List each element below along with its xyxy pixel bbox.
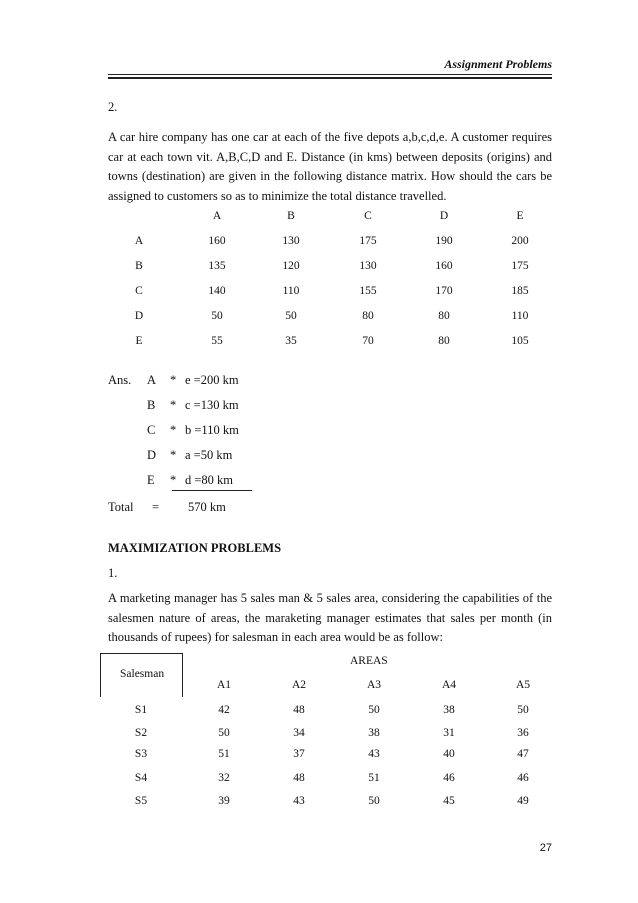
problem-text: A marketing manager has 5 sales man & 5 sales area, considering the capabilities of the salesmen nature of areas, the maraketing manager estimates that sales per month (in thousands of rupees) for salesman in each area would be as follow:: [108, 591, 552, 644]
table-cell: 43: [368, 748, 380, 760]
answer-assignment: b =110 km: [185, 423, 239, 437]
table-cell: 45: [443, 795, 455, 807]
total-value: 570 km: [188, 500, 226, 514]
table-cell: 50: [368, 795, 380, 807]
table-cell: 50: [285, 310, 297, 322]
answer-from: E: [147, 473, 155, 487]
answer-from: D: [147, 448, 157, 462]
table-cell: 51: [218, 748, 230, 760]
header-rule-thick: [108, 77, 552, 79]
table-cell: 135: [208, 260, 226, 272]
answer-star: *: [170, 373, 177, 387]
answer-star: *: [170, 423, 177, 437]
table-cell: 190: [435, 235, 453, 247]
table-cell: 80: [362, 310, 374, 322]
table-cell: 31: [443, 727, 455, 739]
table-cell: 39: [218, 795, 230, 807]
table-cell: 140: [208, 285, 226, 297]
table-cell: 46: [517, 772, 529, 784]
table-cell: 50: [218, 727, 230, 739]
column-header: A2: [291, 679, 307, 691]
table-cell: 48: [293, 772, 305, 784]
answer-label: Ans.: [108, 373, 132, 387]
row-label: S1: [134, 704, 148, 716]
section-heading: MAXIMIZATION PROBLEMS: [108, 541, 282, 555]
column-header: A4: [441, 679, 457, 691]
answer-assignment: a =50 km: [185, 448, 233, 462]
column-header: E: [516, 210, 524, 222]
problem-number: 1.: [108, 566, 118, 580]
table-cell: 50: [517, 704, 529, 716]
table-cell: 46: [443, 772, 455, 784]
column-header: C: [364, 210, 372, 222]
table-cell: 51: [368, 772, 380, 784]
total-label: Total: [108, 500, 134, 514]
table-cell: 36: [517, 727, 529, 739]
table-cell: 160: [435, 260, 453, 272]
answer-assignment: d =80 km: [185, 473, 234, 487]
table-cell: 110: [511, 310, 529, 322]
table-cell: 55: [211, 335, 223, 347]
table-cell: 43: [293, 795, 305, 807]
table-cell: 200: [511, 235, 529, 247]
row-header: Salesman: [120, 668, 165, 680]
table-cell: 130: [359, 260, 377, 272]
answer-from: C: [147, 423, 156, 437]
table-cell: 49: [517, 795, 529, 807]
answer-assignment: e =200 km: [185, 373, 239, 387]
answer-assignment: c =130 km: [185, 398, 239, 412]
problem-text: A car hire company has one car at each of the five depots a,b,c,d,e. A customer requires car at each town vit. A,B,C,D and E. Distance (in kms) between deposits (origins) and towns (destination) are given in the following distance matrix. How should the cars be assigned to customers so as to minimize the total distance travelled.: [108, 130, 552, 203]
total-underline: [172, 490, 252, 491]
answer-from: B: [147, 398, 156, 412]
column-header: A3: [366, 679, 382, 691]
table-cell: 38: [368, 727, 380, 739]
row-label: D: [134, 310, 144, 322]
column-header: B: [287, 210, 295, 222]
column-header: A1: [216, 679, 232, 691]
table-cell: 48: [293, 704, 305, 716]
answer-star: *: [170, 448, 177, 462]
table-cell: 50: [211, 310, 223, 322]
row-label: S2: [134, 727, 148, 739]
answer-star: *: [170, 473, 177, 487]
group-header: AREAS: [350, 655, 388, 667]
table-cell: 42: [218, 704, 230, 716]
table-cell: 80: [438, 335, 450, 347]
table-cell: 155: [359, 285, 377, 297]
table-cell: 130: [282, 235, 300, 247]
total-equals: =: [152, 500, 160, 514]
table-cell: 185: [511, 285, 529, 297]
row-label: A: [134, 235, 144, 247]
row-label: S3: [134, 748, 148, 760]
table-cell: 110: [282, 285, 300, 297]
table-cell: 35: [285, 335, 297, 347]
table-cell: 40: [443, 748, 455, 760]
page-number: 27: [539, 842, 552, 854]
table-cell: 38: [443, 704, 455, 716]
column-header: A: [212, 210, 222, 222]
answer-star: *: [170, 398, 177, 412]
table-cell: 120: [282, 260, 300, 272]
table-cell: 70: [362, 335, 374, 347]
table-cell: 80: [438, 310, 450, 322]
table-cell: 160: [208, 235, 226, 247]
row-label: C: [135, 285, 143, 297]
table-cell: 105: [511, 335, 529, 347]
table-cell: 32: [218, 772, 230, 784]
table-cell: 47: [517, 748, 529, 760]
row-label: E: [135, 335, 143, 347]
column-header: A5: [515, 679, 531, 691]
row-label: S4: [134, 772, 148, 784]
table-cell: 34: [293, 727, 305, 739]
problem-number: 2.: [108, 100, 118, 114]
table-cell: 50: [368, 704, 380, 716]
table-cell: 37: [293, 748, 305, 760]
table-cell: 175: [359, 235, 377, 247]
answer-from: A: [147, 373, 157, 387]
header-rule-thin: [108, 74, 552, 75]
table-cell: 170: [435, 285, 453, 297]
running-header: Assignment Problems: [444, 57, 552, 71]
row-label: S5: [134, 795, 148, 807]
row-label: B: [135, 260, 143, 272]
table-cell: 175: [511, 260, 529, 272]
column-header: D: [439, 210, 449, 222]
